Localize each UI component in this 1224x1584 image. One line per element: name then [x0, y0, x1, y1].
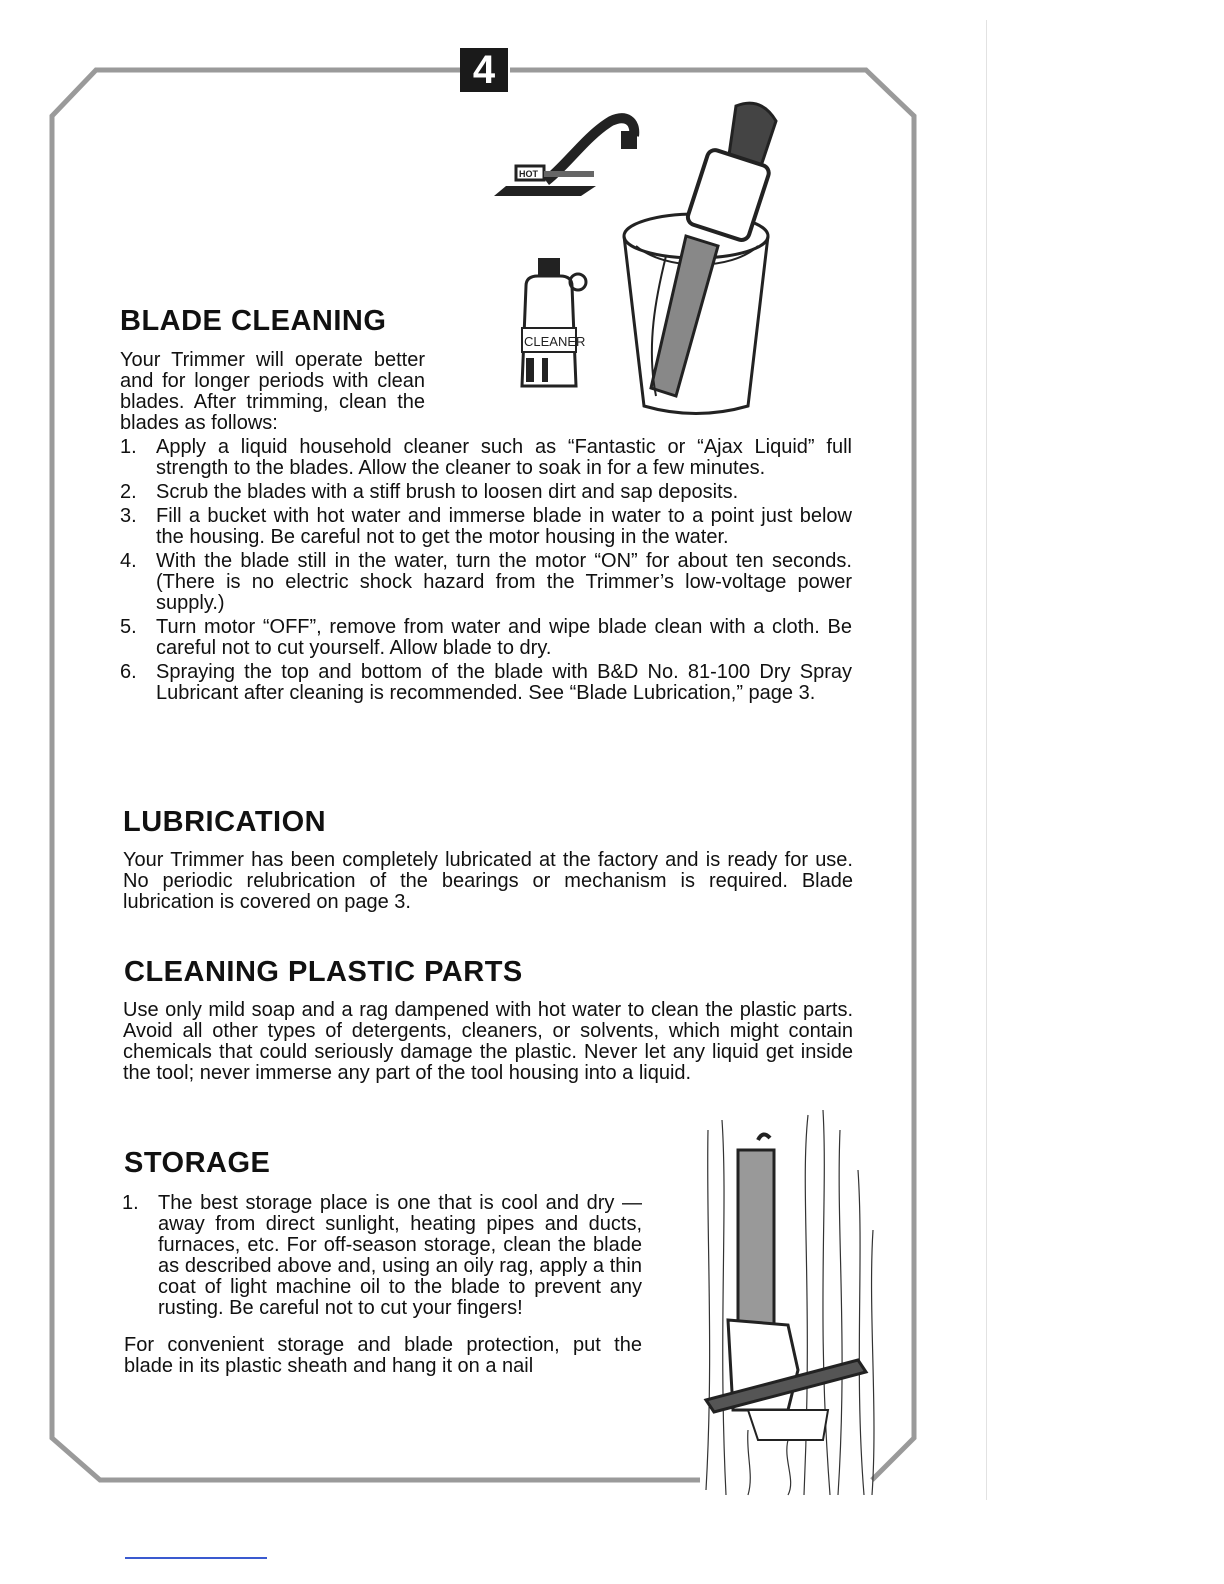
lubrication-body: Your Trimmer has been completely lubricated at the factory and is ready for use. No periodic relubrication of the bearings or mechanism is required. Blade lubrication is covered on page 3.	[123, 849, 853, 913]
list-item	[120, 551, 852, 614]
step-number: 2.	[120, 481, 137, 503]
step-number: 1.	[120, 436, 137, 458]
storage-body: For convenient storage and blade protection, put the blade in its plastic sheath and hang it on a nail	[124, 1334, 642, 1377]
step-number: 1.	[122, 1192, 139, 1214]
list-item	[120, 437, 852, 479]
storage-steps	[122, 1193, 642, 1322]
storage-title: STORAGE	[124, 1147, 271, 1179]
blade-cleaning-steps	[120, 437, 852, 707]
blade-cleaning-illustration	[486, 96, 806, 426]
cleaning-plastic-body: Use only mild soap and a rag dampened with hot water to clean the plastic parts. Avoid all other types of detergents, cleaners, or solvents, which might contain chemicals that could seriously damage the plastic. Never let any liquid get inside the tool; never immerse any part of the tool housing into a liquid.	[123, 999, 853, 1084]
step-number: 3.	[120, 505, 137, 527]
cleaner-bottle-icon	[522, 258, 586, 386]
list-item	[120, 506, 852, 548]
step-text: The best storage place is one that is cool and dry — away from direct sunlight, heating pipes and ducts, furnaces, etc. For off-season storage, clean the blade as described above and, using an oily rag, apply a thin coat of light machine oil to the blade to prevent any rusting. Be careful not to cut your fingers!	[158, 1192, 642, 1319]
step-text: Spraying the top and bottom of the blade with B&D No. 81-100 Dry Spray Lubricant after cleaning is recommended. See “Blade Lubrication,” page 3.	[156, 661, 852, 704]
faucet-icon	[494, 118, 637, 196]
lubrication-title: LUBRICATION	[123, 806, 327, 838]
cleaning-plastic-title: CLEANING PLASTIC PARTS	[124, 956, 523, 988]
page-number-badge: 4	[460, 48, 508, 92]
step-text: Apply a liquid household cleaner such as “Fantastic or “Ajax Liquid” full strength to the blades. Allow the cleaner to soak in for a few minutes.	[156, 436, 852, 479]
step-text: With the blade still in the water, turn the motor “ON” for about ten seconds. (There is no electric shock hazard from the Trimmer’s low-voltage power supply.)	[156, 550, 852, 614]
hot-label: HOT	[519, 169, 538, 179]
scan-edge-line	[986, 20, 987, 1500]
footer-underline	[125, 1557, 267, 1559]
storage-illustration	[688, 1110, 884, 1500]
list-item	[120, 617, 852, 659]
list-item	[122, 1193, 642, 1319]
step-number: 6.	[120, 661, 137, 683]
cleaner-label: CLEANER	[524, 334, 586, 349]
step-text: Fill a bucket with hot water and immerse blade in water to a point just below the housing. Be careful not to get the motor housing in the water.	[156, 505, 852, 548]
step-text: Scrub the blades with a stiff brush to loosen dirt and sap deposits.	[156, 481, 739, 503]
step-number: 4.	[120, 550, 137, 572]
list-item	[120, 482, 852, 503]
step-text: Turn motor “OFF”, remove from water and wipe blade clean with a cloth. Be careful not to cut yourself. Allow blade to dry.	[156, 616, 852, 659]
blade-cleaning-intro: Your Trimmer will operate better and for longer periods with clean blades. After trimming, clean the blades as follows:	[120, 349, 425, 434]
blade-cleaning-title: BLADE CLEANING	[120, 305, 387, 337]
list-item	[120, 662, 852, 704]
step-number: 5.	[120, 616, 137, 638]
